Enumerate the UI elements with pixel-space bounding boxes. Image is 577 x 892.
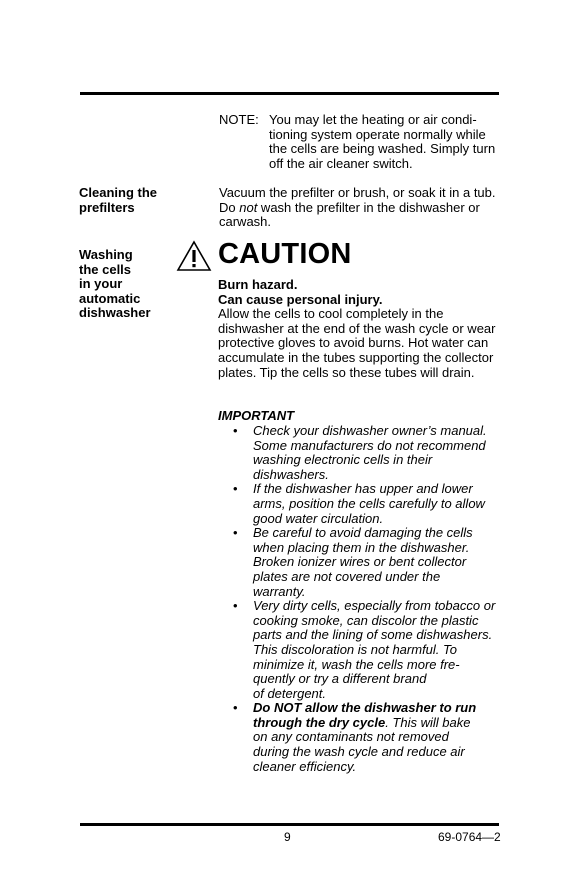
prefilter-emphasis: not: [239, 199, 258, 215]
washing-heading: [79, 248, 151, 321]
heading-line: Washing: [79, 247, 133, 262]
list-item: [233, 482, 503, 526]
item-line: Check your dishwasher owner’s manual.: [253, 423, 487, 438]
bullet: •: [233, 525, 238, 541]
list-item: [233, 424, 503, 482]
caution-injury: Can cause personal injury.: [218, 291, 383, 307]
list-item: [233, 599, 503, 701]
bullet: •: [233, 598, 238, 614]
item-line: Some manufacturers do not recommend: [253, 437, 486, 453]
prefilter-heading: [79, 186, 157, 215]
item-line: This discoloration is not harmful. To: [253, 641, 458, 657]
item-line: cleaner efficiency.: [253, 758, 357, 774]
item-line: on any contaminants not removed: [253, 729, 449, 745]
caution-title: CAUTION: [218, 238, 352, 270]
item-line: parts and the lining of some dishwashers.: [253, 627, 493, 643]
list-item: [233, 701, 503, 774]
prefilter-text-start: Vacuum the prefilter or brush, or soak it in a tub. Do: [219, 185, 496, 215]
prefilter-text-end: wash the prefilter in the dishwasher or carwash.: [219, 199, 480, 230]
item-line: Do NOT allow the dishwasher to run: [253, 700, 477, 716]
warning-triangle-icon: [176, 240, 212, 272]
item-line: arms, position the cells carefully to allow: [253, 495, 485, 511]
important-title: IMPORTANT: [218, 408, 295, 423]
item-line: Broken ionizer wires or bent collector: [253, 554, 467, 570]
bullet: •: [233, 423, 238, 438]
dry-cycle-emphasis: through the dry cycle: [253, 714, 386, 730]
caution-text: Allow the cells to cool completely in the dishwasher at the end of the wash cycle or wear protective gloves to avoid burns. Hot water can accumulate in the tubes supporting the collector plates. Tip the cells so these tubes will drain.: [218, 306, 496, 380]
note-line: tioning system operate normally while: [269, 126, 486, 142]
caution-hazard: Burn hazard.: [218, 277, 298, 292]
item-line: plates are not covered under the: [253, 568, 441, 584]
bottom-rule: [80, 823, 499, 826]
item-line: quently or try a different brand: [253, 671, 427, 687]
item-line: [253, 716, 503, 731]
item-line: If the dishwasher has upper and lower: [253, 481, 473, 497]
item-line: good water circulation.: [253, 510, 384, 526]
heading-line: Cleaning the: [79, 185, 158, 200]
document-number: 69-0764—2: [438, 830, 501, 844]
item-line: warranty.: [253, 583, 306, 599]
item-line: Very dirty cells, especially from tobacco or: [253, 598, 496, 614]
item-line: Be careful to avoid damaging the cells: [253, 525, 473, 541]
item-line: cooking smoke, can discolor the plastic: [253, 612, 479, 628]
heading-line: automatic: [79, 290, 141, 306]
heading-line: the cells: [79, 261, 132, 277]
note-line: the cells are being washed. Simply turn: [269, 141, 496, 157]
note-line: You may let the heating or air condi-: [269, 112, 477, 127]
list-item: [233, 526, 503, 599]
prefilter-paragraph: [219, 186, 501, 230]
note-text: [269, 113, 509, 171]
item-line: washing electronic cells in their: [253, 452, 433, 468]
item-line: when placing them in the dishwasher.: [253, 539, 470, 555]
item-line: dishwashers.: [253, 466, 329, 482]
page-number: 9: [284, 830, 291, 844]
caution-body: [218, 278, 502, 380]
note-block: [219, 113, 509, 171]
heading-line: dishwasher: [79, 305, 151, 321]
bullet: •: [233, 700, 238, 716]
item-line: of detergent.: [253, 685, 326, 701]
heading-line: in your: [79, 276, 123, 292]
item-line: minimize it, wash the cells more fre-: [253, 656, 460, 672]
top-rule: [80, 92, 499, 95]
note-label: NOTE:: [219, 112, 259, 127]
heading-line: prefilters: [79, 199, 135, 215]
item-line: during the wash cycle and reduce air: [253, 744, 465, 760]
bullet: •: [233, 481, 238, 497]
important-list: [233, 424, 503, 774]
item-text: . This will bake: [385, 714, 471, 730]
note-line: off the air cleaner switch.: [269, 155, 413, 171]
